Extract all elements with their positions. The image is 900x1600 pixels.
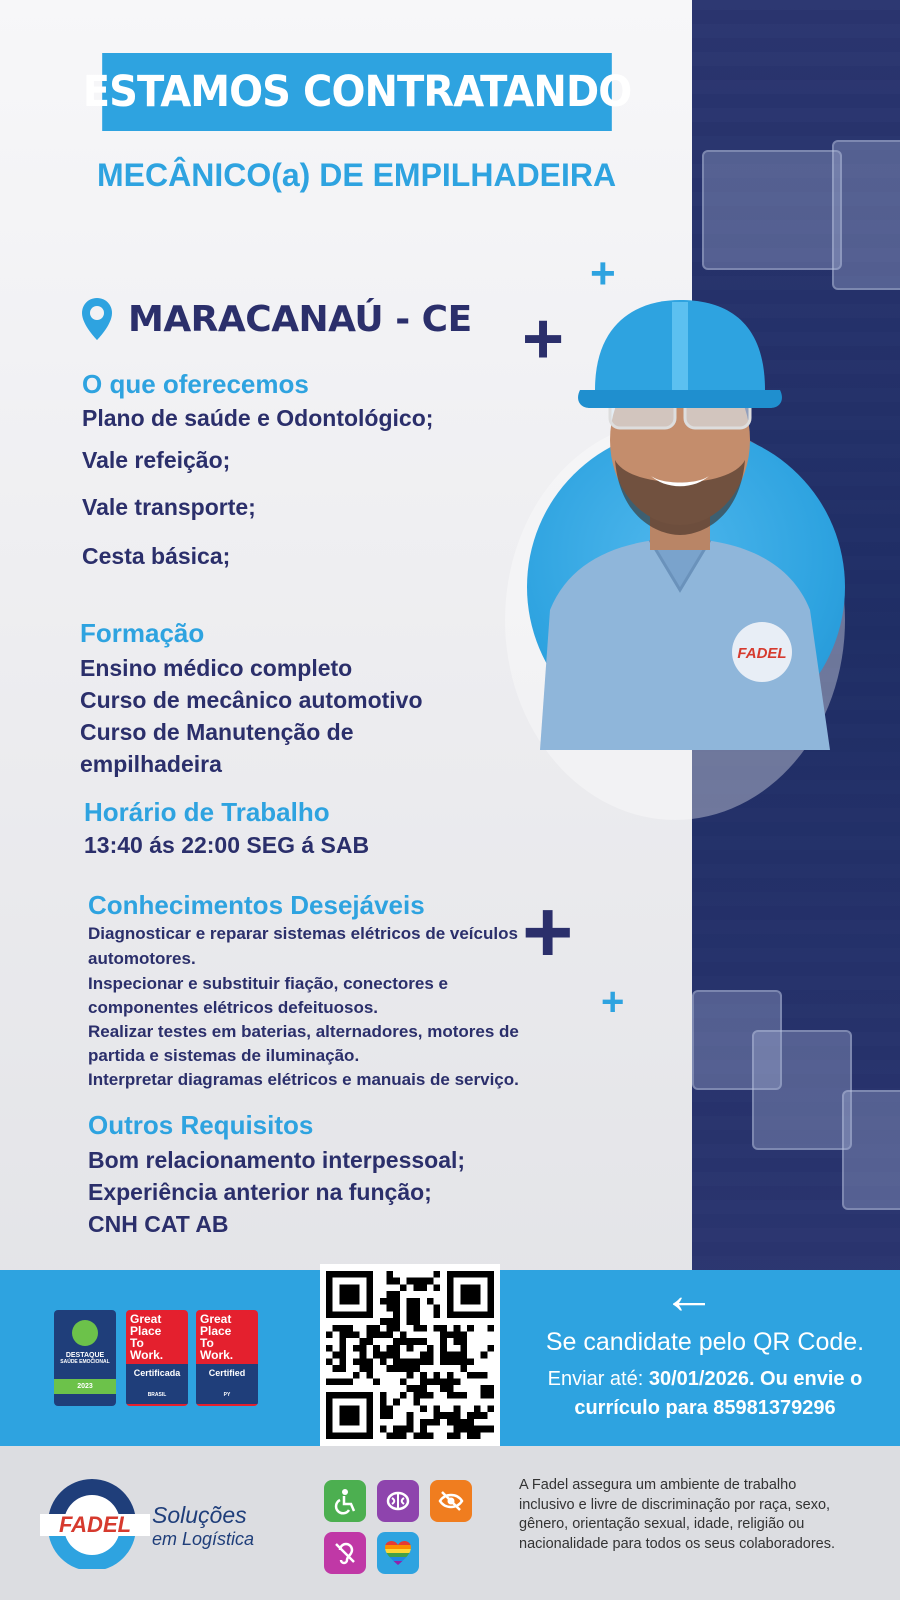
inclusion-statement: A Fadel assegura um ambiente de trabalho inclusivo e livre de discriminação por raça, sexo, gênero, orientação sexual, idade, religião ou nacionalidade para todos os seus colaboradores. <box>519 1477 835 1552</box>
education-item: empilhadeira <box>80 751 222 777</box>
skills-line: Realizar testes em baterias, alternadores, motores de <box>88 1022 519 1041</box>
skills-title: Conhecimentos Desejáveis <box>88 890 425 920</box>
hiring-banner <box>82 53 632 131</box>
other-item: Bom relacionamento interpessoal; <box>88 1147 466 1173</box>
offer-item: Cesta básica; <box>82 543 231 569</box>
plus-icon: + <box>590 249 616 298</box>
offer-title: O que oferecemos <box>82 369 309 399</box>
fadel-logo <box>40 1477 150 1569</box>
worker-photo <box>500 290 860 750</box>
brain-icon <box>72 1320 98 1346</box>
other-item: CNH CAT AB <box>88 1211 229 1237</box>
worker-shirt-logo: FADEL <box>737 645 787 662</box>
badge-saude-emocional: DESTAQUE SAÚDE EMOCIONAL 2023 <box>54 1310 116 1406</box>
skills-line: Inspecionar e substituir fiação, conectores e <box>88 974 448 993</box>
qr-code[interactable] <box>320 1264 500 1446</box>
location-text: MARACANAÚ - CE <box>128 298 472 340</box>
schedule-title: Horário de Trabalho <box>84 797 330 827</box>
other-item: Experiência anterior na função; <box>88 1179 432 1205</box>
plus-icon: + <box>522 882 574 981</box>
skills-line: partida e sistemas de iluminação. <box>88 1046 360 1065</box>
brain-icon <box>377 1480 419 1522</box>
offer-item: Vale refeição; <box>82 447 231 473</box>
ear-off-icon <box>324 1532 366 1574</box>
education-title: Formação <box>80 618 205 648</box>
other-title: Outros Requisitos <box>88 1110 314 1140</box>
wheelchair-icon <box>324 1480 366 1522</box>
skills-line: Diagnosticar e reparar sistemas elétricos de veículos <box>88 924 518 943</box>
apply-instruction: Se candidate pelo QR Code. <box>545 1328 865 1356</box>
hiring-banner-text: ESTAMOS CONTRATANDO <box>82 67 632 117</box>
eye-off-icon <box>430 1480 472 1522</box>
education-item: Curso de mecânico automotivo <box>80 687 423 713</box>
plus-icon: + <box>522 299 565 379</box>
badge-gptw-py: Great Place To Work. Certified PY <box>196 1310 258 1406</box>
schedule-text: 13:40 ás 22:00 SEG á SAB <box>84 832 370 858</box>
arrow-left-icon: ← <box>662 1265 716 1325</box>
skills-line: Interpretar diagramas elétricos e manuais de serviço. <box>88 1070 519 1089</box>
skills-line: componentes elétricos defeituosos. <box>88 998 379 1017</box>
education-item: Ensino médico completo <box>80 655 353 681</box>
badge-gptw-brasil: Great Place To Work. Certificada BRASIL <box>126 1310 188 1406</box>
offer-item: Vale transporte; <box>82 494 256 520</box>
education-item: Curso de Manutenção de <box>80 719 354 745</box>
plus-icon: + <box>601 980 625 1024</box>
deadline-text: Enviar até: 30/01/2026. Ou envie o currículo para 85981379296 <box>547 1368 863 1419</box>
fadel-logo-text: FADEL <box>58 1512 132 1537</box>
job-title: MECÂNICO(a) DE EMPILHADEIRA <box>97 157 617 193</box>
skills-line: automotores. <box>88 949 196 968</box>
map-pin-icon <box>80 296 114 342</box>
rainbow-heart-icon <box>377 1532 419 1574</box>
tagline: Soluções em Logística <box>152 1502 255 1549</box>
offer-item: Plano de saúde e Odontológico; <box>82 405 434 431</box>
location <box>80 296 472 342</box>
